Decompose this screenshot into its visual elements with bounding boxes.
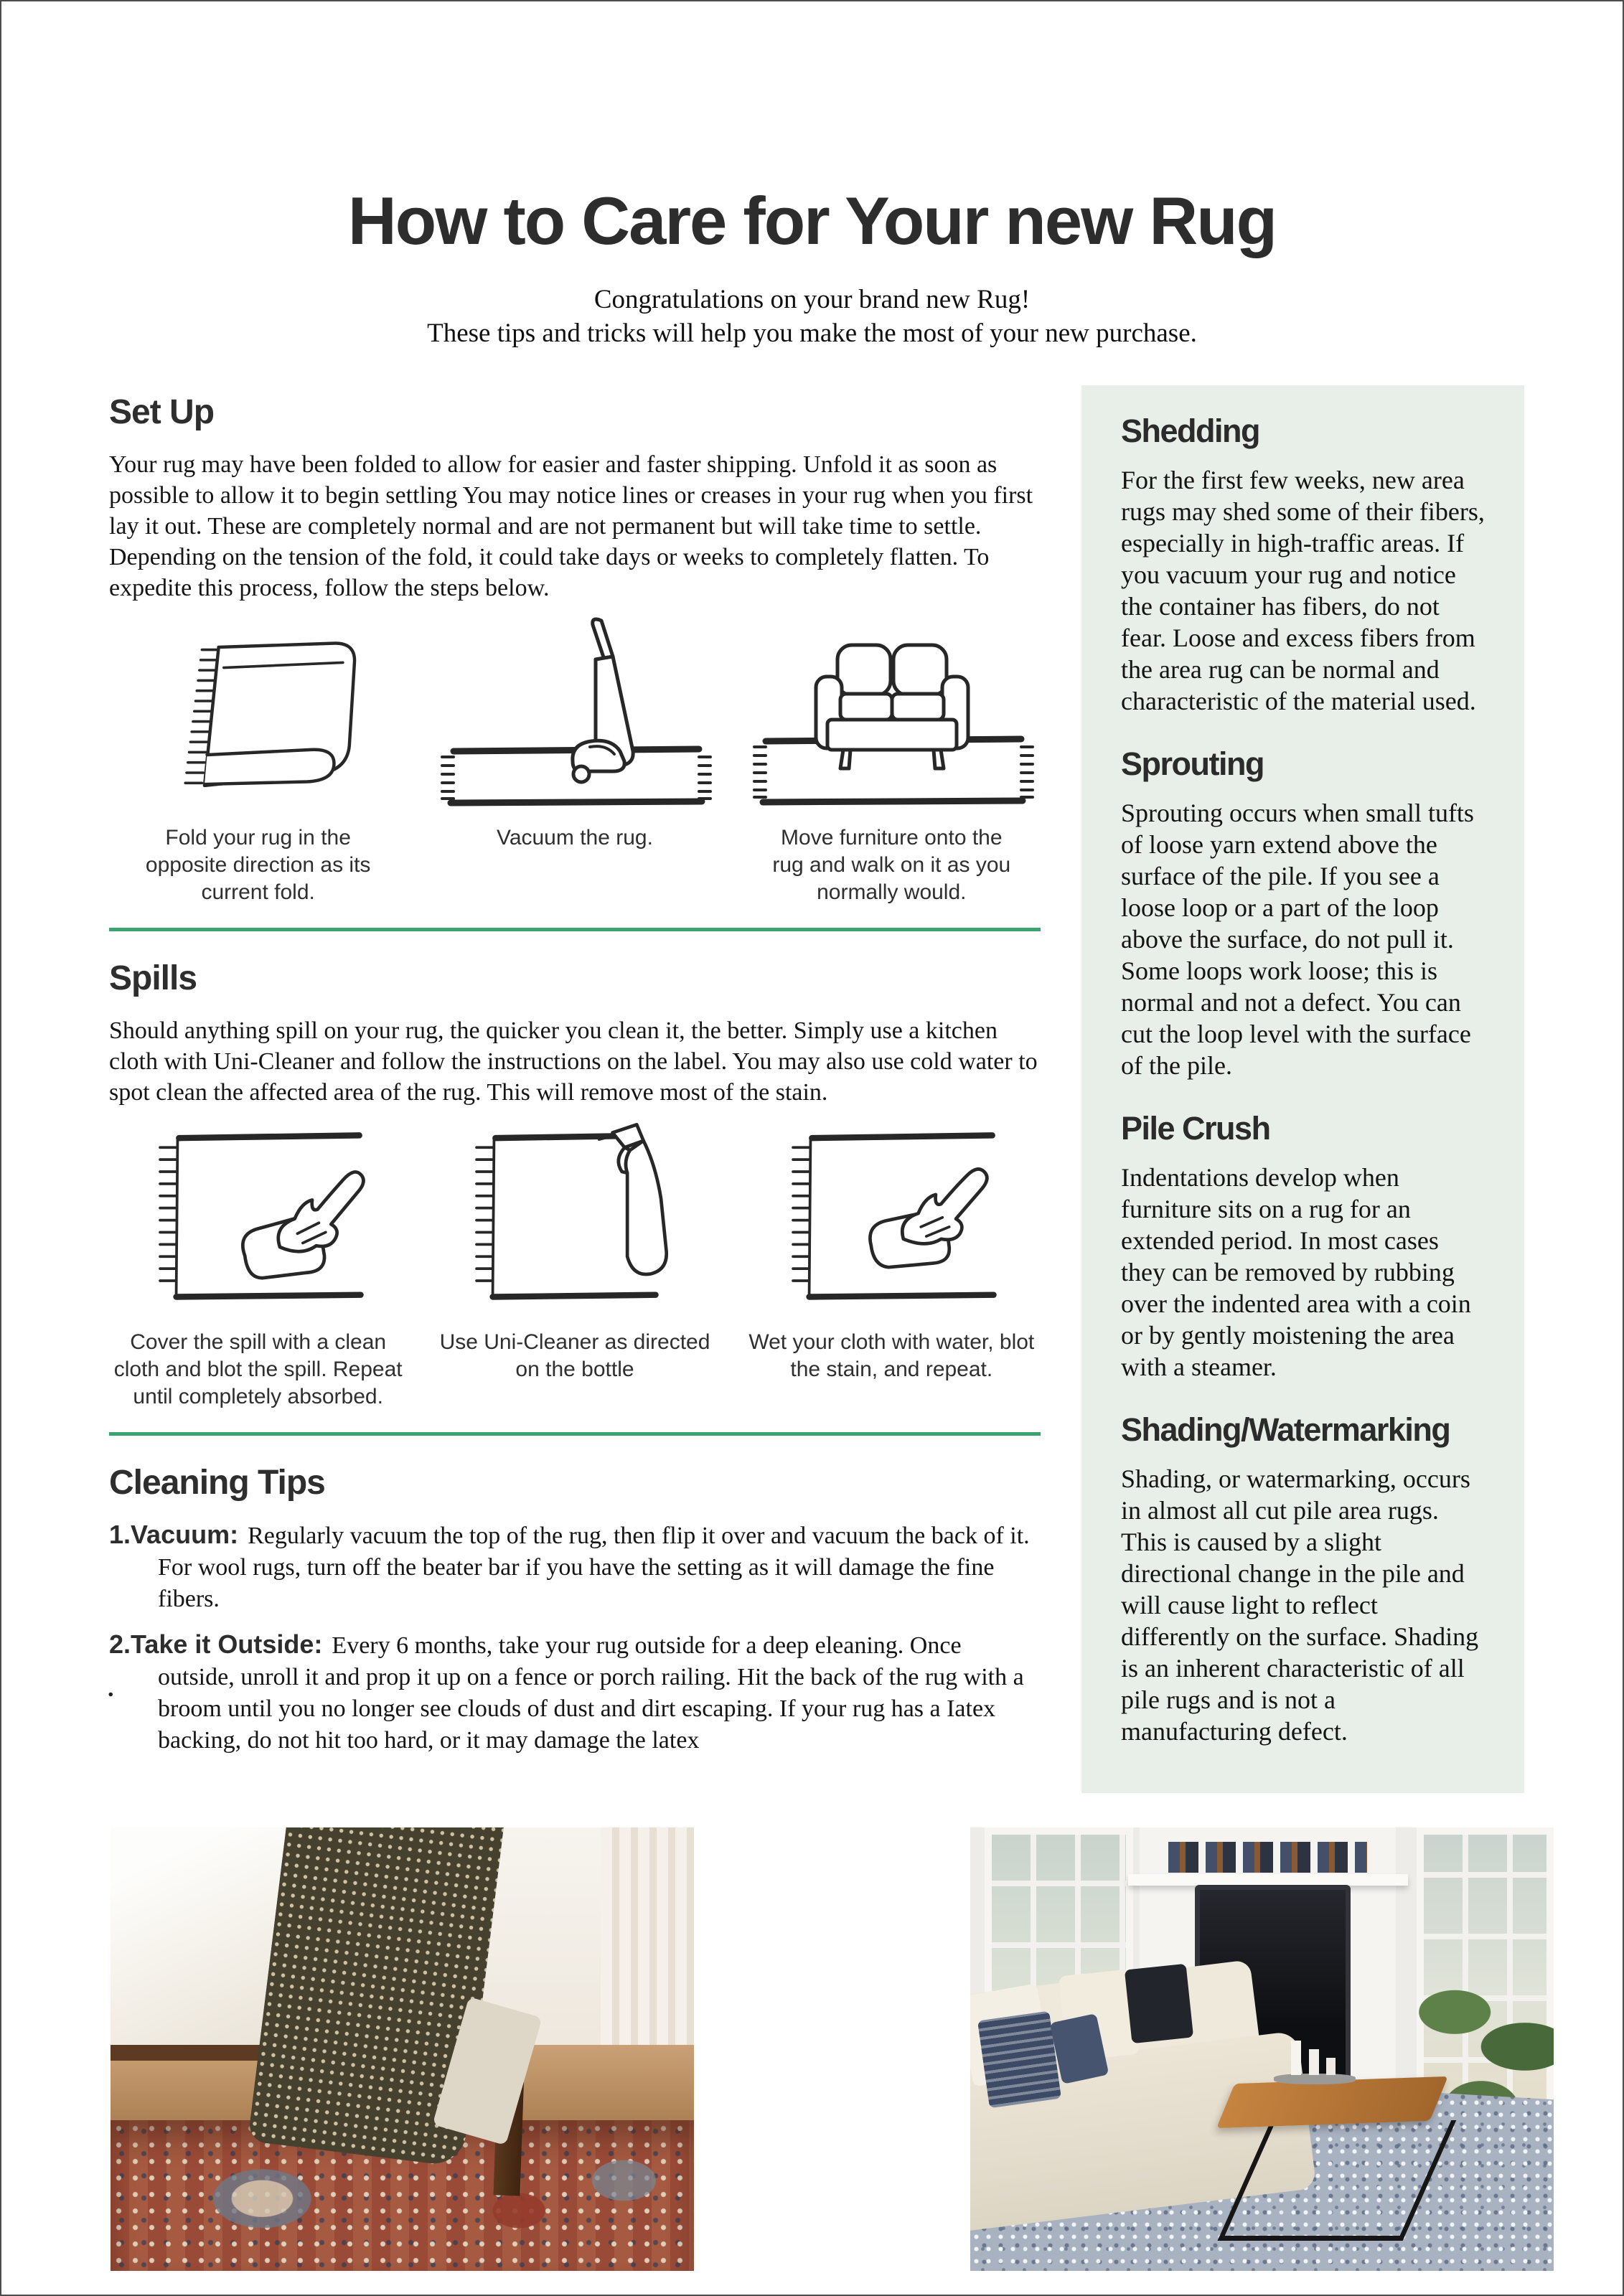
page-subtitle xyxy=(1,283,1623,350)
blot-cloth-icon xyxy=(129,1118,388,1313)
sidebar-section-sprouting xyxy=(1121,745,1488,1081)
tip-label: Take it Outside: xyxy=(131,1629,323,1659)
tip-number: 2. xyxy=(109,1629,131,1659)
shading-body: Shading, or watermarking, occurs in almost all cut pile area rugs. This is caused by a slight directional change in the pile and will cause light to reflect differently on the surface. Shading is an inherent characteristic of all pile rugs and is not a manufacturing defect. xyxy=(1121,1464,1479,1746)
vacuum-icon xyxy=(421,613,729,809)
setup-heading: Set Up xyxy=(109,393,215,431)
bedroom-rug-photo xyxy=(111,1827,694,2271)
spills-heading: Spills xyxy=(109,959,197,997)
cleaning-tips-heading: Cleaning Tips xyxy=(109,1464,325,1502)
cleaning-tip-2 xyxy=(109,1629,1041,1756)
candle xyxy=(1291,2041,1301,2075)
tip-text: Every 6 months, take your rug outside for a deep eleaning. Once outside, unroll it and prop it up on a fence or porch railing. Hit the back of the rug with a broom until you no longer see clouds of dust and dirt escaping. If your rug has a Iatex backing, do not hit too hard, or it may damage the latex xyxy=(158,1632,1024,1754)
spills-body: Should anything spill on your rug, the quicker you clean it, the better. Simply use a kitchen cloth with Uni-Cleaner and follow the instructions on the label. You may also use cold water to spot clean the affected area of the rug. This will remove most of the stain. xyxy=(109,1017,1038,1106)
subtitle-line-1: Congratulations on your brand new Rug! xyxy=(593,285,1031,314)
setup-step-3 xyxy=(743,613,1041,906)
stray-dot: . xyxy=(108,1675,114,1702)
sidebar-section-shedding xyxy=(1121,413,1488,717)
candle xyxy=(1326,2058,1336,2075)
sofa-on-rug-icon xyxy=(737,613,1046,809)
wet-cloth-icon xyxy=(762,1118,1020,1313)
section-divider xyxy=(109,1432,1041,1436)
sprouting-heading: Sprouting xyxy=(1121,745,1264,782)
cleaning-tip-1 xyxy=(109,1520,1041,1615)
sprouting-body: Sprouting occurs when small tufts of loose yarn extend above the surface of the pile. If you see a loose loop or a part of the loop above the surface, do not pull it. Some loops work loose; this is normal and not a defect. You can cut the loop level with the surface of the pile. xyxy=(1121,799,1474,1080)
spills-step-1 xyxy=(109,1118,407,1411)
spills-steps-row xyxy=(109,1118,1041,1411)
living-room-rug-photo xyxy=(970,1827,1554,2271)
spills-step-2 xyxy=(426,1118,723,1411)
coffee-table-top xyxy=(1216,2076,1447,2128)
setup-step-caption: Fold your rug in the opposite direction as its current fold. xyxy=(145,826,371,904)
tip-number: 1. xyxy=(109,1520,131,1549)
spray-bottle-icon xyxy=(446,1118,704,1313)
subtitle-line-2: These tips and tricks will help you make the most of your new purchase. xyxy=(427,319,1197,348)
section-divider xyxy=(109,928,1041,931)
pile-crush-body: Indentations develop when furniture sits on a rug for an extended period. In most cases they can be removed by rubbing over the indented area with a coin or by gently moistening the area with a steamer. xyxy=(1121,1163,1471,1381)
fireplace-mantel xyxy=(1128,1874,1408,1886)
sidebar-section-shading xyxy=(1121,1411,1488,1747)
spills-step-caption: Wet your cloth with water, blot the stain, and repeat. xyxy=(748,1330,1035,1381)
shading-heading: Shading/Watermarking xyxy=(1121,1411,1450,1448)
pile-crush-heading: Pile Crush xyxy=(1121,1110,1270,1147)
folded-rug-icon xyxy=(129,613,388,809)
setup-step-caption: Vacuum the rug. xyxy=(497,826,653,850)
dark-pillow xyxy=(1124,1964,1193,2043)
table-tray xyxy=(1274,2074,1356,2084)
mantel-decor xyxy=(1168,1842,1366,1873)
setup-step-1 xyxy=(109,613,407,906)
shedding-body: For the first few weeks, new area rugs may shed some of their fibers, especially in high-traffic areas. If you vacuum your rug and notice the container has fibers, do not fear. Loose and excess fibers from the area rug can be normal and characteristic of the material used. xyxy=(1121,466,1485,715)
tip-text: Regularly vacuum the top of the rug, then flip it over and vacuum the back of it. For wool rugs, turn off the beater bar if you have the setting as it will damage the fine fibers. xyxy=(158,1523,1030,1612)
spills-step-3 xyxy=(743,1118,1041,1411)
sidebar-section-pile-crush xyxy=(1121,1110,1488,1383)
setup-body: Your rug may have been folded to allow for easier and faster shipping. Unfold it as soon as possible to allow it to begin settling You may notice lines or creases in your rug when you first lay it out. These are completely normal and are not permanent but will take time to settle. Depending on the tension of the fold, it could take days or weeks to completely flatten. To expedite this process, follow the steps below. xyxy=(109,451,1033,601)
setup-step-2 xyxy=(426,613,723,906)
shedding-heading: Shedding xyxy=(1121,413,1259,449)
spills-step-caption: Cover the spill with a clean cloth and blot the spill. Repeat until completely absorbed. xyxy=(113,1330,403,1408)
navy-pillow xyxy=(977,2010,1061,2107)
candle xyxy=(1309,2049,1319,2075)
setup-steps-row xyxy=(109,613,1041,906)
page-title: How to Care for Your new Rug xyxy=(347,183,1277,258)
main-column xyxy=(109,392,1041,1756)
setup-step-caption: Move furniture onto the rug and walk on it as you normally would. xyxy=(772,826,1011,904)
sidebar xyxy=(1081,385,1524,1793)
tip-label: Vacuum: xyxy=(131,1520,239,1549)
spills-step-caption: Use Uni-Cleaner as directed on the bottle xyxy=(439,1330,710,1381)
